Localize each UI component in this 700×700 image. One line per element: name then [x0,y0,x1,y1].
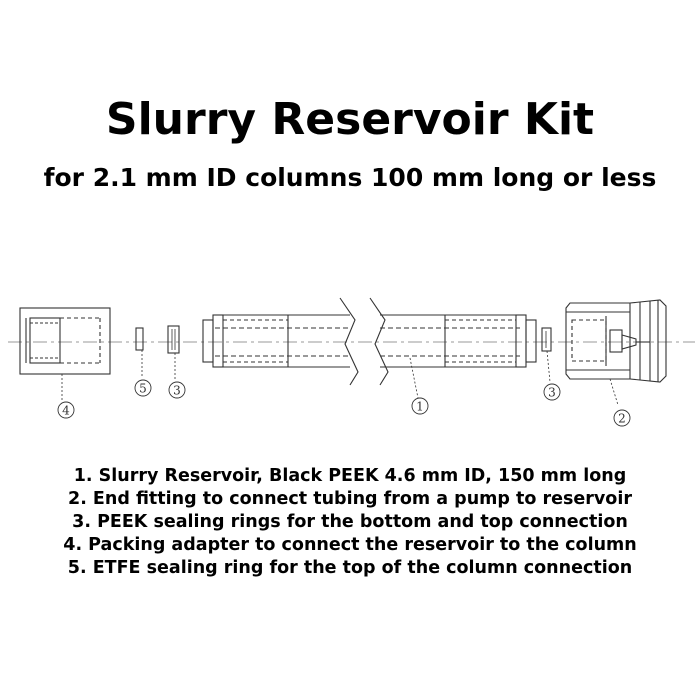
parts-list-item: 5. ETFE sealing ring for the top of the column connection [67,558,633,578]
parts-list-item: 1. Slurry Reservoir, Black PEEK 4.6 mm ID, 150 mm long [73,466,627,486]
parts-list [0,465,700,580]
part-etfe-ring [136,328,143,378]
page-title: Slurry Reservoir Kit [105,94,595,145]
callout-3-left [169,382,185,398]
callout-3-left-label: 3 [173,383,181,398]
callout-4 [58,402,74,418]
callout-1-label: 1 [416,399,424,414]
part-peek-ring-left [168,326,179,380]
part-reservoir-left [203,298,358,385]
callout-5-label: 5 [139,381,147,396]
callout-3-right-label: 3 [548,385,556,400]
callout-3-right [544,384,560,400]
page-subtitle: for 2.1 mm ID columns 100 mm long or less [43,163,657,192]
callout-1 [412,398,428,414]
part-peek-ring-right [542,328,551,382]
callout-2 [614,410,630,426]
callout-4-label: 4 [62,403,70,418]
parts-list-item: 3. PEEK sealing rings for the bottom and top connection [72,512,628,532]
callout-5 [135,380,151,396]
part-end-fitting [566,300,666,405]
parts-list-item: 4. Packing adapter to connect the reservoir to the column [63,535,637,555]
callout-2-label: 2 [618,411,626,426]
part-packing-adapter [20,308,110,400]
parts-list-item: 2. End fitting to connect tubing from a pump to reservoir [68,489,632,509]
exploded-parts-diagram [0,280,700,440]
part-reservoir-right [370,298,536,398]
